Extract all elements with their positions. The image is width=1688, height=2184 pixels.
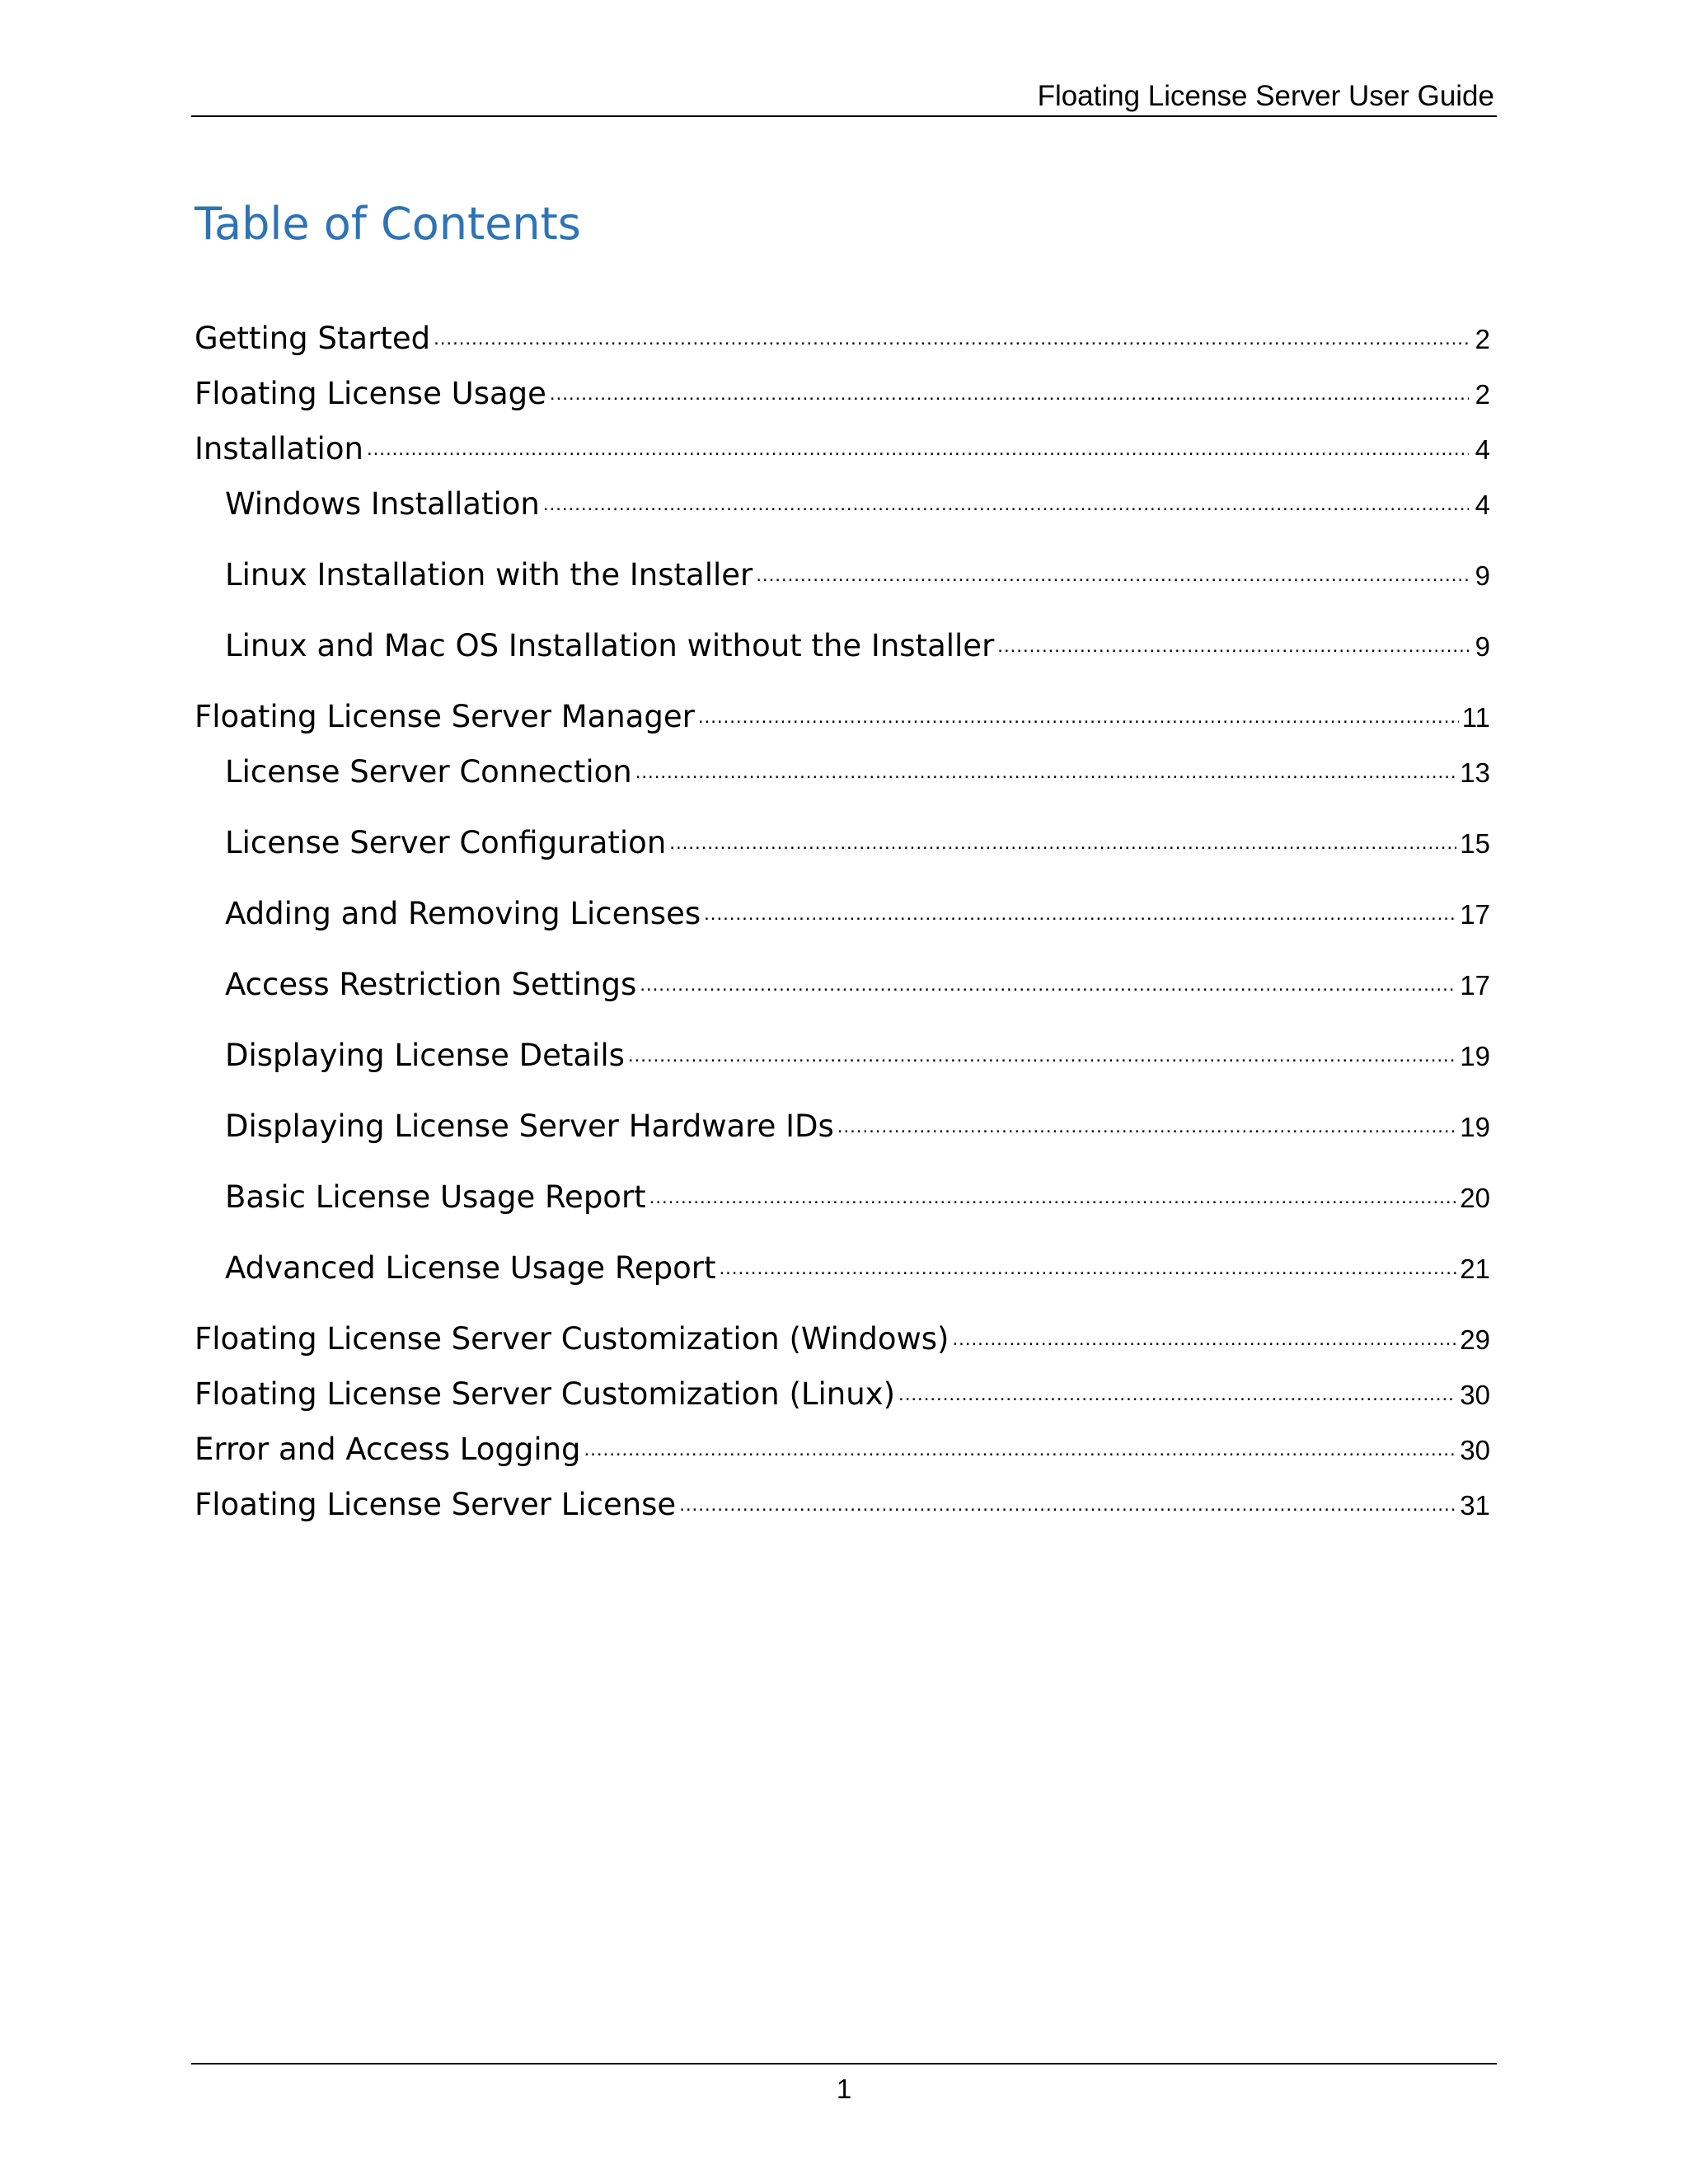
toc-page-number: 15 <box>1460 828 1490 859</box>
toc-page-number: 2 <box>1475 324 1490 354</box>
toc-page-number: 2 <box>1475 379 1490 410</box>
toc-dot-leader <box>649 1181 1457 1214</box>
toc-entry-label: Floating License Usage <box>195 376 546 411</box>
toc-entry-label: Displaying License Details <box>225 1038 625 1073</box>
toc-entry-customization-windows[interactable] <box>195 1290 1490 1361</box>
toc-entry-label: Floating License Server Customization (Windows) <box>195 1321 950 1357</box>
toc-entry-adding-removing-licenses[interactable] <box>195 865 1490 935</box>
toc-dot-leader <box>543 488 1469 521</box>
toc-entry-label: Displaying License Server Hardware IDs <box>225 1108 834 1144</box>
toc-entry-label: Windows Installation <box>225 486 540 522</box>
toc-page-number: 13 <box>1460 757 1490 788</box>
toc-dot-leader <box>997 630 1469 663</box>
toc-dot-leader <box>679 1488 1456 1521</box>
toc-entry-customization-linux[interactable] <box>195 1361 1490 1416</box>
toc-page-number: 9 <box>1475 631 1490 662</box>
toc-page-number: 17 <box>1460 970 1490 1001</box>
toc-entry-label: Linux and Mac OS Installation without the Installer <box>225 628 995 663</box>
toc-entry-installation[interactable] <box>195 415 1490 471</box>
toc-entry-displaying-license-details[interactable] <box>195 1006 1490 1077</box>
toc-page-number: 19 <box>1460 1112 1490 1142</box>
toc-dot-leader <box>640 968 1456 1001</box>
toc-entry-server-license[interactable] <box>195 1471 1490 1526</box>
toc-dot-leader <box>434 322 1469 355</box>
page-number: 1 <box>836 2074 852 2104</box>
header-rule <box>191 115 1497 117</box>
toc-dot-leader <box>756 559 1469 592</box>
toc-page-number: 31 <box>1460 1490 1490 1521</box>
toc-entry-license-server-configuration[interactable] <box>195 794 1490 865</box>
toc-entry-windows-installation[interactable] <box>195 471 1490 526</box>
toc-entry-error-access-logging[interactable] <box>195 1416 1490 1471</box>
toc-page-number: 4 <box>1475 490 1490 520</box>
toc-page-number: 19 <box>1460 1041 1490 1071</box>
toc-entry-label: Floating License Server License <box>195 1487 677 1522</box>
toc-page-number: 9 <box>1475 560 1490 591</box>
toc-dot-leader <box>584 1433 1457 1466</box>
toc-entry-label: Access Restriction Settings <box>225 967 637 1002</box>
toc-entry-label: Floating License Server Customization (Linux) <box>195 1376 896 1412</box>
toc-page-number: 21 <box>1460 1254 1490 1284</box>
toc-page-number: 20 <box>1460 1183 1490 1213</box>
toc-page-number: 30 <box>1460 1435 1490 1465</box>
toc-entry-advanced-usage-report[interactable] <box>195 1219 1490 1290</box>
toc-entry-license-server-manager[interactable] <box>195 668 1490 738</box>
toc-dot-leader <box>628 1039 1456 1072</box>
toc-entry-floating-license-usage[interactable] <box>195 360 1490 415</box>
toc-dot-leader <box>704 898 1456 930</box>
footer-rule <box>191 2063 1497 2064</box>
toc-entry-basic-usage-report[interactable] <box>195 1148 1490 1219</box>
toc-entry-getting-started[interactable] <box>195 305 1490 360</box>
toc-page-number: 30 <box>1460 1380 1490 1410</box>
toc-page-number: 17 <box>1460 899 1490 930</box>
toc-entry-label: Error and Access Logging <box>195 1432 581 1467</box>
toc-dot-leader <box>898 1378 1456 1411</box>
toc-dot-leader <box>719 1252 1456 1285</box>
toc-dot-leader <box>669 827 1456 860</box>
toc-entry-linux-mac-installation-no-installer[interactable] <box>195 597 1490 668</box>
toc-dot-leader <box>550 377 1469 410</box>
page-title: Table of Contents <box>195 198 581 250</box>
toc-entry-label: License Server Configuration <box>225 825 667 860</box>
toc-entry-label: Installation <box>195 431 363 466</box>
toc-dot-leader <box>837 1110 1456 1143</box>
toc-page-number: 11 <box>1461 702 1490 733</box>
running-header: Floating License Server User Guide <box>1037 80 1494 112</box>
toc-entry-label: Basic License Usage Report <box>225 1179 646 1215</box>
toc-dot-leader <box>698 701 1459 733</box>
toc-entry-label: Adding and Removing Licenses <box>225 896 701 931</box>
toc-entry-displaying-hardware-ids[interactable] <box>195 1077 1490 1148</box>
table-of-contents <box>195 305 1490 1526</box>
toc-entry-label: Linux Installation with the Installer <box>225 557 753 593</box>
toc-entry-access-restriction-settings[interactable] <box>195 935 1490 1006</box>
toc-entry-linux-installation-installer[interactable] <box>195 526 1490 597</box>
toc-entry-label: Advanced License Usage Report <box>225 1250 716 1286</box>
toc-page-number: 29 <box>1460 1324 1490 1355</box>
toc-entry-label: Floating License Server Manager <box>195 699 695 734</box>
toc-dot-leader <box>367 433 1469 466</box>
toc-entry-label: Getting Started <box>195 321 431 356</box>
toc-entry-license-server-connection[interactable] <box>195 738 1490 794</box>
toc-page-number: 4 <box>1475 434 1490 465</box>
toc-dot-leader <box>635 756 1457 789</box>
toc-dot-leader <box>953 1323 1457 1356</box>
toc-entry-label: License Server Connection <box>225 754 632 790</box>
